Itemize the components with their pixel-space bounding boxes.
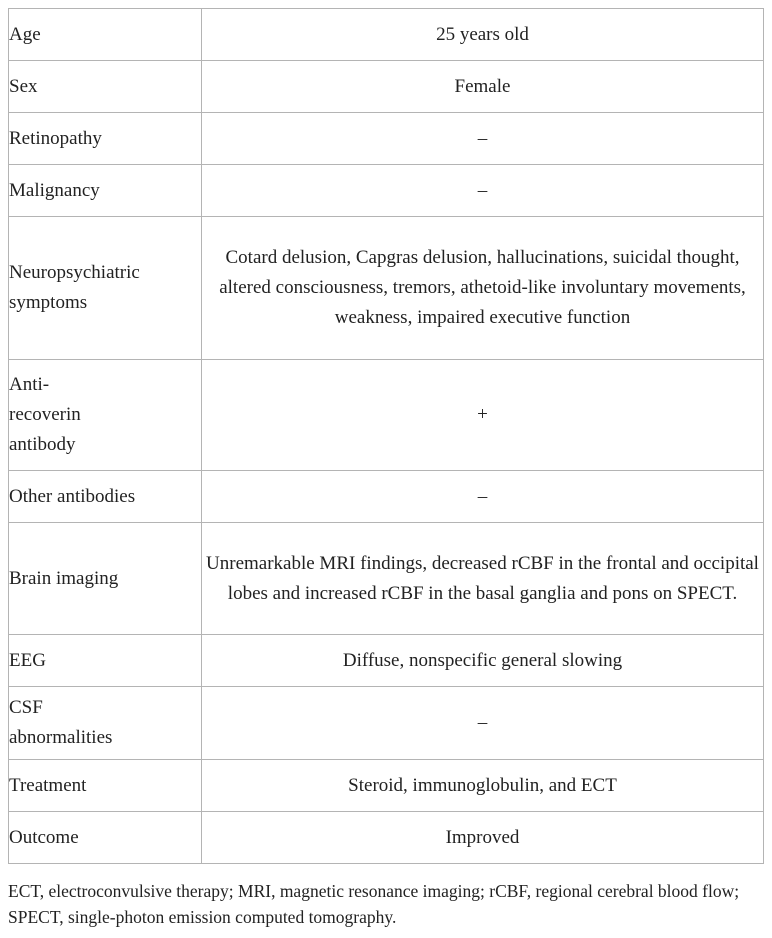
table-row (9, 113, 764, 165)
table-row (9, 471, 764, 523)
row-value: Diffuse, nonspecific general slowing (202, 635, 764, 687)
row-value: Cotard delusion, Capgras delusion, hallucinations, suicidal thought, altered consciousness, tremors, athetoid-like involuntary movements, weakness, impaired executive function (202, 217, 764, 360)
row-value: – (202, 687, 764, 760)
row-value: – (202, 113, 764, 165)
row-value: – (202, 471, 764, 523)
row-value: + (202, 360, 764, 471)
row-value: 25 years old (202, 9, 764, 61)
row-label: CSF abnormalities (9, 687, 202, 760)
table-row (9, 812, 764, 864)
row-label: Outcome (9, 812, 202, 864)
row-value: Improved (202, 812, 764, 864)
case-summary-table (8, 8, 764, 864)
row-label: Brain imaging (9, 523, 202, 635)
row-label: Sex (9, 61, 202, 113)
table-row (9, 61, 764, 113)
row-label: Neuropsychiatric symptoms (9, 217, 202, 360)
table-row (9, 360, 764, 471)
row-label: Other antibodies (9, 471, 202, 523)
row-value: – (202, 165, 764, 217)
row-label: Malignancy (9, 165, 202, 217)
row-label: Age (9, 9, 202, 61)
row-label: Retinopathy (9, 113, 202, 165)
table-row (9, 9, 764, 61)
row-label: Anti-recoverin antibody (9, 360, 202, 471)
row-value: Female (202, 61, 764, 113)
table-row (9, 523, 764, 635)
table-row (9, 635, 764, 687)
row-value: Unremarkable MRI findings, decreased rCBF in the frontal and occipital lobes and increased rCBF in the basal ganglia and pons on SPECT. (202, 523, 764, 635)
table-row (9, 165, 764, 217)
table-footnote: ECT, electroconvulsive therapy; MRI, magnetic resonance imaging; rCBF, regional cerebral blood flow; SPECT, single-photon emission computed tomography. (8, 881, 740, 927)
table-row (9, 217, 764, 360)
row-label: Treatment (9, 760, 202, 812)
table-row (9, 760, 764, 812)
table-row (9, 687, 764, 760)
row-value: Steroid, immunoglobulin, and ECT (202, 760, 764, 812)
row-label: EEG (9, 635, 202, 687)
